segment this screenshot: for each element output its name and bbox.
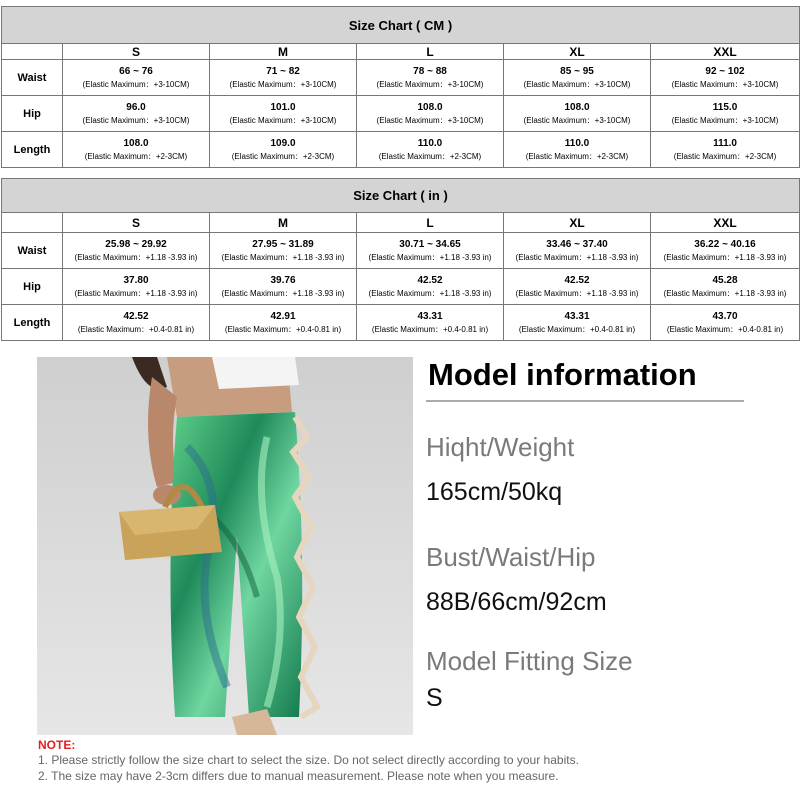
corner-cell <box>2 213 63 233</box>
size-header-s: S <box>63 213 210 233</box>
size-chart-in <box>1 178 800 341</box>
table-cell <box>63 96 210 132</box>
cell-note: (Elastic Maximum：+3-10CM) <box>671 79 779 89</box>
cell-note: (Elastic Maximum：+2-3CM) <box>84 151 188 161</box>
cell-value: 78 ~ 88 <box>413 65 447 77</box>
table-cell <box>210 269 357 305</box>
cell-note: (Elastic Maximum：+3-10CM) <box>229 115 337 125</box>
chart-title: Size Chart ( in ) <box>2 179 800 213</box>
row-label-hip: Hip <box>2 96 63 132</box>
size-header-xl: XL <box>504 44 651 60</box>
model-wearing-pants-illustration <box>37 357 413 735</box>
cell-value: 42.52 <box>123 310 149 322</box>
row-label-length: Length <box>2 305 63 341</box>
size-header-s: S <box>63 44 210 60</box>
size-header-m: M <box>210 213 357 233</box>
table-cell <box>210 96 357 132</box>
table-cell <box>357 305 504 341</box>
table-cell <box>63 269 210 305</box>
table-cell <box>651 269 800 305</box>
table-cell <box>651 132 800 168</box>
table-cell <box>357 269 504 305</box>
cell-value: 42.52 <box>564 274 590 286</box>
cell-value: 42.91 <box>270 310 296 322</box>
product-photo <box>37 357 413 735</box>
notes-section <box>38 738 798 784</box>
table-cell <box>504 60 651 96</box>
cell-value: 39.76 <box>270 274 296 286</box>
corner-cell <box>2 44 63 60</box>
cell-note: (Elastic Maximum：+0.4-0.81 in) <box>518 324 636 334</box>
row-label-hip: Hip <box>2 269 63 305</box>
cell-value: 71 ~ 82 <box>266 65 300 77</box>
table-row <box>2 60 800 96</box>
cell-value: 85 ~ 95 <box>560 65 594 77</box>
bust-waist-hip-label: Bust/Waist/Hip <box>426 542 596 572</box>
table-row <box>2 269 800 305</box>
table-cell <box>210 132 357 168</box>
cell-value: 109.0 <box>270 137 296 149</box>
table-cell <box>63 60 210 96</box>
cell-value: 110.0 <box>417 137 443 149</box>
table-cell <box>651 305 800 341</box>
cell-value: 42.52 <box>417 274 443 286</box>
table-cell <box>63 305 210 341</box>
cell-value: 30.71 ~ 34.65 <box>399 238 461 250</box>
table-cell <box>63 132 210 168</box>
cell-value: 37.80 <box>123 274 149 286</box>
table-cell <box>210 233 357 269</box>
size-header-xxl: XXL <box>651 44 800 60</box>
row-label-length: Length <box>2 132 63 168</box>
cell-value: 101.0 <box>270 101 296 113</box>
cell-note: (Elastic Maximum：+0.4-0.81 in) <box>371 324 489 334</box>
row-label-waist: Waist <box>2 60 63 96</box>
cell-value: 43.70 <box>712 310 738 322</box>
bust-waist-hip-value: 88B/66cm/92cm <box>426 588 607 616</box>
cell-note: (Elastic Maximum：+2-3CM) <box>378 151 482 161</box>
note-title: NOTE: <box>38 738 76 752</box>
row-label-waist: Waist <box>2 233 63 269</box>
table-row <box>2 96 800 132</box>
cell-note: (Elastic Maximum：+3-10CM) <box>82 115 190 125</box>
size-header-l: L <box>357 44 504 60</box>
title-divider <box>426 400 744 402</box>
cell-note: (Elastic Maximum：+1.18 -3.93 in) <box>663 288 787 298</box>
cell-note: (Elastic Maximum：+3-10CM) <box>376 115 484 125</box>
table-cell <box>504 305 651 341</box>
table-cell <box>504 132 651 168</box>
cell-note: (Elastic Maximum：+2-3CM) <box>525 151 629 161</box>
table-row <box>2 305 800 341</box>
cell-note: (Elastic Maximum：+0.4-0.81 in) <box>224 324 342 334</box>
table-row <box>2 132 800 168</box>
cell-note: (Elastic Maximum：+1.18 -3.93 in) <box>368 252 492 262</box>
cell-note: (Elastic Maximum：+1.18 -3.93 in) <box>515 288 639 298</box>
cell-note: (Elastic Maximum：+1.18 -3.93 in) <box>74 288 198 298</box>
table-cell <box>210 305 357 341</box>
size-header-xxl: XXL <box>651 213 800 233</box>
cell-note: (Elastic Maximum：+1.18 -3.93 in) <box>515 252 639 262</box>
cell-note: (Elastic Maximum：+0.4-0.81 in) <box>77 324 195 334</box>
chart-title: Size Chart ( CM ) <box>2 7 800 44</box>
table-cell <box>357 233 504 269</box>
table-row <box>2 233 800 269</box>
cell-note: (Elastic Maximum：+3-10CM) <box>82 79 190 89</box>
cell-value: 25.98 ~ 29.92 <box>105 238 167 250</box>
cell-note: (Elastic Maximum：+3-10CM) <box>671 115 779 125</box>
size-header-m: M <box>210 44 357 60</box>
size-header-xl: XL <box>504 213 651 233</box>
table-cell <box>651 233 800 269</box>
height-weight-value: 165cm/50kq <box>426 478 563 506</box>
fitting-size-label: Model Fitting Size <box>426 646 633 676</box>
table-cell <box>651 96 800 132</box>
cell-value: 108.0 <box>417 101 443 113</box>
cell-note: (Elastic Maximum：+1.18 -3.93 in) <box>221 252 345 262</box>
cell-value: 115.0 <box>712 101 738 113</box>
cell-note: (Elastic Maximum：+3-10CM) <box>229 79 337 89</box>
size-header-l: L <box>357 213 504 233</box>
cell-value: 45.28 <box>712 274 738 286</box>
table-cell <box>504 269 651 305</box>
cell-note: (Elastic Maximum：+2-3CM) <box>673 151 777 161</box>
table-cell <box>357 132 504 168</box>
cell-value: 43.31 <box>417 310 443 322</box>
cell-note: (Elastic Maximum：+1.18 -3.93 in) <box>221 288 345 298</box>
table-cell <box>357 96 504 132</box>
table-cell <box>651 60 800 96</box>
size-chart-cm <box>1 6 800 168</box>
note-line: 1. Please strictly follow the size chart to select the size. Do not select directly according to your habits. <box>38 753 579 767</box>
cell-note: (Elastic Maximum：+1.18 -3.93 in) <box>368 288 492 298</box>
table-cell <box>357 60 504 96</box>
fitting-size-value: S <box>426 684 443 712</box>
model-information <box>424 356 794 712</box>
cell-value: 111.0 <box>713 137 737 149</box>
cell-note: (Elastic Maximum：+1.18 -3.93 in) <box>74 252 198 262</box>
cell-value: 108.0 <box>123 137 149 149</box>
cell-value: 27.95 ~ 31.89 <box>252 238 314 250</box>
cell-value: 33.46 ~ 37.40 <box>546 238 608 250</box>
cell-note: (Elastic Maximum：+3-10CM) <box>376 79 484 89</box>
cell-value: 43.31 <box>564 310 590 322</box>
cell-note: (Elastic Maximum：+2-3CM) <box>231 151 335 161</box>
cell-value: 110.0 <box>564 137 590 149</box>
cell-note: (Elastic Maximum：+3-10CM) <box>523 115 631 125</box>
cell-value: 66 ~ 76 <box>119 65 153 77</box>
table-cell <box>504 96 651 132</box>
cell-value: 96.0 <box>126 101 146 113</box>
table-cell <box>210 60 357 96</box>
cell-note: (Elastic Maximum：+1.18 -3.93 in) <box>663 252 787 262</box>
cell-value: 36.22 ~ 40.16 <box>694 238 756 250</box>
table-cell <box>504 233 651 269</box>
table-cell <box>63 233 210 269</box>
cell-value: 92 ~ 102 <box>705 65 745 77</box>
cell-note: (Elastic Maximum：+3-10CM) <box>523 79 631 89</box>
model-info-title: Model information <box>428 357 697 392</box>
note-line: 2. The size may have 2-3cm differs due to manual measurement. Please note when you measure. <box>38 769 559 783</box>
cell-value: 108.0 <box>564 101 590 113</box>
cell-note: (Elastic Maximum：+0.4-0.81 in) <box>666 324 784 334</box>
height-weight-label: Hiqht/Weight <box>426 432 575 462</box>
